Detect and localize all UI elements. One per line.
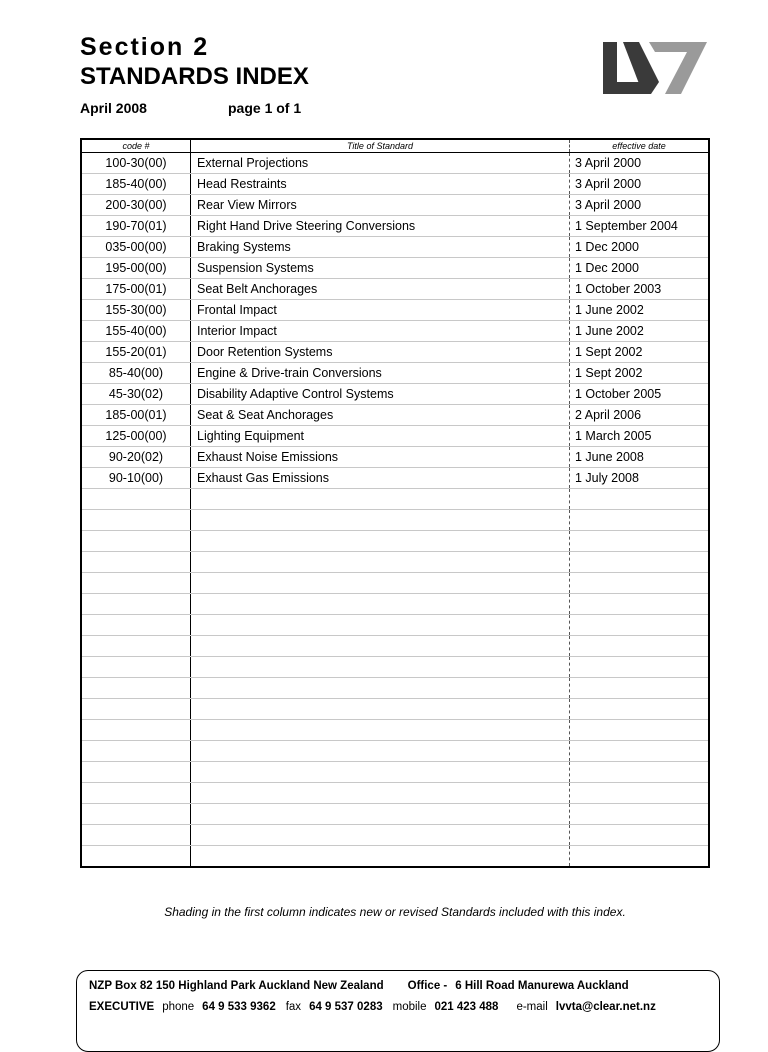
contact-footer <box>76 970 720 1052</box>
cell-date <box>570 615 710 636</box>
cell-date <box>570 846 710 868</box>
cell-title <box>191 783 570 804</box>
table-row <box>81 195 709 216</box>
cell-title <box>191 678 570 699</box>
footer-address-line <box>89 980 629 992</box>
cell-title <box>191 825 570 846</box>
office-address: 6 Hill Road Manurewa Auckland <box>455 980 629 992</box>
cell-title <box>191 636 570 657</box>
cell-title <box>191 489 570 510</box>
cell-date <box>570 741 710 762</box>
cell-title: Interior Impact <box>191 321 570 342</box>
cell-code: 90-10(00) <box>81 468 191 489</box>
cell-code <box>81 573 191 594</box>
cell-code <box>81 846 191 868</box>
cell-date <box>570 552 710 573</box>
fax-number: 64 9 537 0283 <box>309 1001 383 1013</box>
cell-code: 155-20(01) <box>81 342 191 363</box>
table-row <box>81 384 709 405</box>
cell-date: 1 Sept 2002 <box>570 342 710 363</box>
cell-title <box>191 804 570 825</box>
cell-code: 200-30(00) <box>81 195 191 216</box>
issue-date: April 2008 <box>80 100 147 116</box>
cell-code: 100-30(00) <box>81 153 191 174</box>
cell-code <box>81 720 191 741</box>
cell-date: 1 June 2008 <box>570 447 710 468</box>
cell-code <box>81 762 191 783</box>
executive-label: EXECUTIVE <box>89 1001 155 1013</box>
cell-date: 3 April 2000 <box>570 195 710 216</box>
table-row <box>81 573 709 594</box>
cell-date <box>570 531 710 552</box>
cell-date: 1 September 2004 <box>570 216 710 237</box>
table-row <box>81 783 709 804</box>
cell-date: 1 October 2003 <box>570 279 710 300</box>
cell-title <box>191 552 570 573</box>
cell-date <box>570 510 710 531</box>
table-row <box>81 657 709 678</box>
section-heading: Section 2 <box>80 33 210 61</box>
table-row <box>81 594 709 615</box>
cell-title: Exhaust Gas Emissions <box>191 468 570 489</box>
standards-index-table <box>80 138 710 868</box>
cell-date <box>570 636 710 657</box>
cell-title: Disability Adaptive Control Systems <box>191 384 570 405</box>
cell-code <box>81 783 191 804</box>
cell-date: 1 June 2002 <box>570 300 710 321</box>
office-label: Office - <box>407 980 448 992</box>
table-row <box>81 426 709 447</box>
cell-title <box>191 720 570 741</box>
cell-code: 85-40(00) <box>81 363 191 384</box>
cell-date: 2 April 2006 <box>570 405 710 426</box>
cell-code: 195-00(00) <box>81 258 191 279</box>
cell-code: 035-00(00) <box>81 237 191 258</box>
cell-code: 185-00(01) <box>81 405 191 426</box>
logo-v-light <box>649 42 707 94</box>
column-header-title: Title of Standard <box>191 139 570 153</box>
cell-code <box>81 615 191 636</box>
cell-title <box>191 846 570 868</box>
cell-title <box>191 594 570 615</box>
table-row <box>81 321 709 342</box>
table-row <box>81 552 709 573</box>
column-header-date: effective date <box>570 139 710 153</box>
cell-title: Suspension Systems <box>191 258 570 279</box>
phone-number: 64 9 533 9362 <box>202 1001 276 1013</box>
email-link[interactable]: lvvta@clear.net.nz <box>555 1001 656 1013</box>
page-title: STANDARDS INDEX <box>80 63 309 90</box>
table-row <box>81 615 709 636</box>
cell-title: Rear View Mirrors <box>191 195 570 216</box>
cell-date <box>570 804 710 825</box>
cell-title: Lighting Equipment <box>191 426 570 447</box>
cell-title: External Projections <box>191 153 570 174</box>
cell-title: Exhaust Noise Emissions <box>191 447 570 468</box>
cell-date <box>570 783 710 804</box>
cell-title: Head Restraints <box>191 174 570 195</box>
cell-code: 185-40(00) <box>81 174 191 195</box>
cell-code <box>81 489 191 510</box>
cell-title: Seat Belt Anchorages <box>191 279 570 300</box>
table-row <box>81 279 709 300</box>
cell-code: 90-20(02) <box>81 447 191 468</box>
lvvta-logo <box>603 42 707 94</box>
cell-code <box>81 531 191 552</box>
cell-title <box>191 657 570 678</box>
cell-title: Right Hand Drive Steering Conversions <box>191 216 570 237</box>
cell-title: Engine & Drive-train Conversions <box>191 363 570 384</box>
cell-date <box>570 678 710 699</box>
mobile-label: mobile <box>392 1001 427 1013</box>
cell-date <box>570 573 710 594</box>
table-row <box>81 363 709 384</box>
cell-code: 45-30(02) <box>81 384 191 405</box>
cell-date: 1 March 2005 <box>570 426 710 447</box>
table-row <box>81 468 709 489</box>
table-row <box>81 636 709 657</box>
postal-address: NZP Box 82 150 Highland Park Auckland New Zealand <box>89 980 384 992</box>
cell-code <box>81 657 191 678</box>
table-row <box>81 258 709 279</box>
table-row <box>81 720 709 741</box>
cell-code <box>81 510 191 531</box>
cell-date: 1 October 2005 <box>570 384 710 405</box>
cell-date: 1 June 2002 <box>570 321 710 342</box>
cell-title <box>191 762 570 783</box>
table-row <box>81 300 709 321</box>
cell-date: 1 Dec 2000 <box>570 237 710 258</box>
cell-code <box>81 636 191 657</box>
cell-title <box>191 741 570 762</box>
cell-date <box>570 489 710 510</box>
cell-date <box>570 762 710 783</box>
cell-title <box>191 510 570 531</box>
cell-date <box>570 825 710 846</box>
table-row <box>81 741 709 762</box>
cell-date <box>570 699 710 720</box>
cell-title <box>191 573 570 594</box>
email-label: e-mail <box>516 1001 548 1013</box>
cell-date: 1 July 2008 <box>570 468 710 489</box>
cell-code <box>81 741 191 762</box>
table-row <box>81 531 709 552</box>
table-row <box>81 699 709 720</box>
table-row <box>81 489 709 510</box>
cell-code <box>81 699 191 720</box>
table-row <box>81 342 709 363</box>
page-number: page 1 of 1 <box>228 100 302 116</box>
cell-code: 175-00(01) <box>81 279 191 300</box>
table-row <box>81 216 709 237</box>
table-row <box>81 804 709 825</box>
cell-date <box>570 720 710 741</box>
cell-code: 155-40(00) <box>81 321 191 342</box>
table-row <box>81 510 709 531</box>
cell-title: Door Retention Systems <box>191 342 570 363</box>
table-row <box>81 678 709 699</box>
shading-note: Shading in the first column indicates new or revised Standards included with this index. <box>164 905 626 919</box>
cell-date: 1 Dec 2000 <box>570 258 710 279</box>
footer-executive-line <box>89 1001 656 1013</box>
cell-code <box>81 594 191 615</box>
fax-label: fax <box>285 1001 302 1013</box>
cell-date: 3 April 2000 <box>570 174 710 195</box>
cell-code <box>81 825 191 846</box>
cell-code <box>81 678 191 699</box>
table-row <box>81 174 709 195</box>
cell-date <box>570 594 710 615</box>
cell-date <box>570 657 710 678</box>
cell-title <box>191 615 570 636</box>
cell-code <box>81 804 191 825</box>
cell-title <box>191 531 570 552</box>
cell-code: 155-30(00) <box>81 300 191 321</box>
cell-title <box>191 699 570 720</box>
cell-code: 190-70(01) <box>81 216 191 237</box>
table-row <box>81 846 709 868</box>
table-header-row <box>81 139 709 153</box>
table-row <box>81 153 709 174</box>
table-row <box>81 405 709 426</box>
table-row <box>81 237 709 258</box>
cell-title: Frontal Impact <box>191 300 570 321</box>
cell-code <box>81 552 191 573</box>
cell-date: 1 Sept 2002 <box>570 363 710 384</box>
cell-code: 125-00(00) <box>81 426 191 447</box>
table-row <box>81 825 709 846</box>
table-row <box>81 447 709 468</box>
column-header-code: code # <box>81 139 191 153</box>
cell-title: Braking Systems <box>191 237 570 258</box>
cell-date: 3 April 2000 <box>570 153 710 174</box>
mobile-number: 021 423 488 <box>434 1001 499 1013</box>
phone-label: phone <box>162 1001 195 1013</box>
table-row <box>81 762 709 783</box>
cell-title: Seat & Seat Anchorages <box>191 405 570 426</box>
